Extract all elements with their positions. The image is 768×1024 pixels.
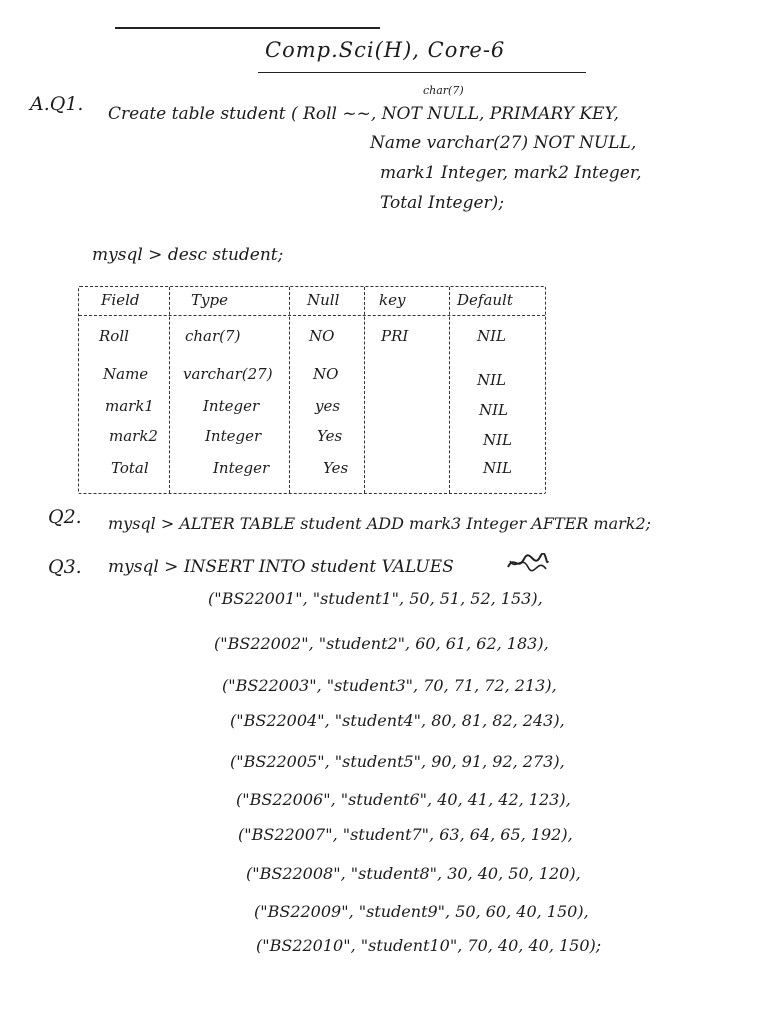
col-divider xyxy=(364,287,365,493)
q1-line-4: Total Integer); xyxy=(380,193,505,213)
col-header-field: Field xyxy=(101,291,140,309)
row-5-null: Yes xyxy=(323,459,349,477)
insert-row-4: ("BS22004", "student4", 80, 81, 82, 243), xyxy=(230,711,565,730)
row-1-field: Roll xyxy=(99,327,129,345)
desc-table xyxy=(78,286,546,494)
scribble-icon xyxy=(506,553,550,573)
row-4-default: NIL xyxy=(483,431,513,449)
col-header-key: key xyxy=(379,291,406,309)
desc-header-rule xyxy=(79,315,545,316)
q1-label: A.Q1. xyxy=(30,93,84,115)
row-2-default: NIL xyxy=(477,371,507,389)
q1-line-3: mark1 Integer, mark2 Integer, xyxy=(380,163,642,183)
row-5-type: Integer xyxy=(213,459,270,477)
insert-row-9: ("BS22009", "student9", 50, 60, 40, 150), xyxy=(254,902,589,921)
insert-row-6: ("BS22006", "student6", 40, 41, 42, 123), xyxy=(236,790,571,809)
row-4-type: Integer xyxy=(205,427,262,445)
row-1-type: char(7) xyxy=(185,327,241,345)
row-5-field: Total xyxy=(111,459,149,477)
q1-annotation: char(7) xyxy=(423,84,464,97)
insert-row-2: ("BS22002", "student2", 60, 61, 62, 183), xyxy=(214,634,549,653)
row-5-default: NIL xyxy=(483,459,513,477)
q1-line-2: Name varchar(27) NOT NULL, xyxy=(370,133,637,153)
col-header-type: Type xyxy=(191,291,228,309)
q1-line-1: Create table student ( Roll ~~, NOT NULL, PRIMARY KEY, xyxy=(108,104,619,124)
row-3-null: yes xyxy=(315,397,341,415)
row-1-default: NIL xyxy=(477,327,507,345)
row-4-field: mark2 xyxy=(109,427,158,445)
q2-label: Q2. xyxy=(48,506,82,528)
insert-row-7: ("BS22007", "student7", 63, 64, 65, 192), xyxy=(238,825,573,844)
row-2-null: NO xyxy=(313,365,339,383)
insert-row-10: ("BS22010", "student10", 70, 40, 40, 150); xyxy=(256,936,602,955)
row-2-type: varchar(27) xyxy=(183,365,273,383)
col-divider xyxy=(289,287,290,493)
row-3-default: NIL xyxy=(479,401,509,419)
row-3-field: mark1 xyxy=(105,397,154,415)
row-1-null: NO xyxy=(309,327,335,345)
desc-command: mysql > desc student; xyxy=(92,245,284,265)
scribble-mark xyxy=(506,553,550,573)
q2-line: mysql > ALTER TABLE student ADD mark3 Integer AFTER mark2; xyxy=(108,514,652,533)
row-4-null: Yes xyxy=(317,427,343,445)
title-underline xyxy=(258,72,586,73)
row-3-type: Integer xyxy=(203,397,260,415)
col-divider xyxy=(449,287,450,493)
top-rule xyxy=(115,27,380,29)
insert-row-3: ("BS22003", "student3", 70, 71, 72, 213), xyxy=(222,676,557,695)
row-2-field: Name xyxy=(103,365,149,383)
insert-row-8: ("BS22008", "student8", 30, 40, 50, 120), xyxy=(246,864,581,883)
insert-row-1: ("BS22001", "student1", 50, 51, 52, 153), xyxy=(208,589,543,608)
q3-command: mysql > INSERT INTO student VALUES xyxy=(108,557,454,577)
col-header-null: Null xyxy=(307,291,340,309)
insert-row-5: ("BS22005", "student5", 90, 91, 92, 273), xyxy=(230,752,565,771)
q3-label: Q3. xyxy=(48,556,82,578)
col-divider xyxy=(169,287,170,493)
page-title: Comp.Sci(H), Core-6 xyxy=(265,38,506,62)
col-header-default: Default xyxy=(457,291,513,309)
row-1-key: PRI xyxy=(381,327,409,345)
